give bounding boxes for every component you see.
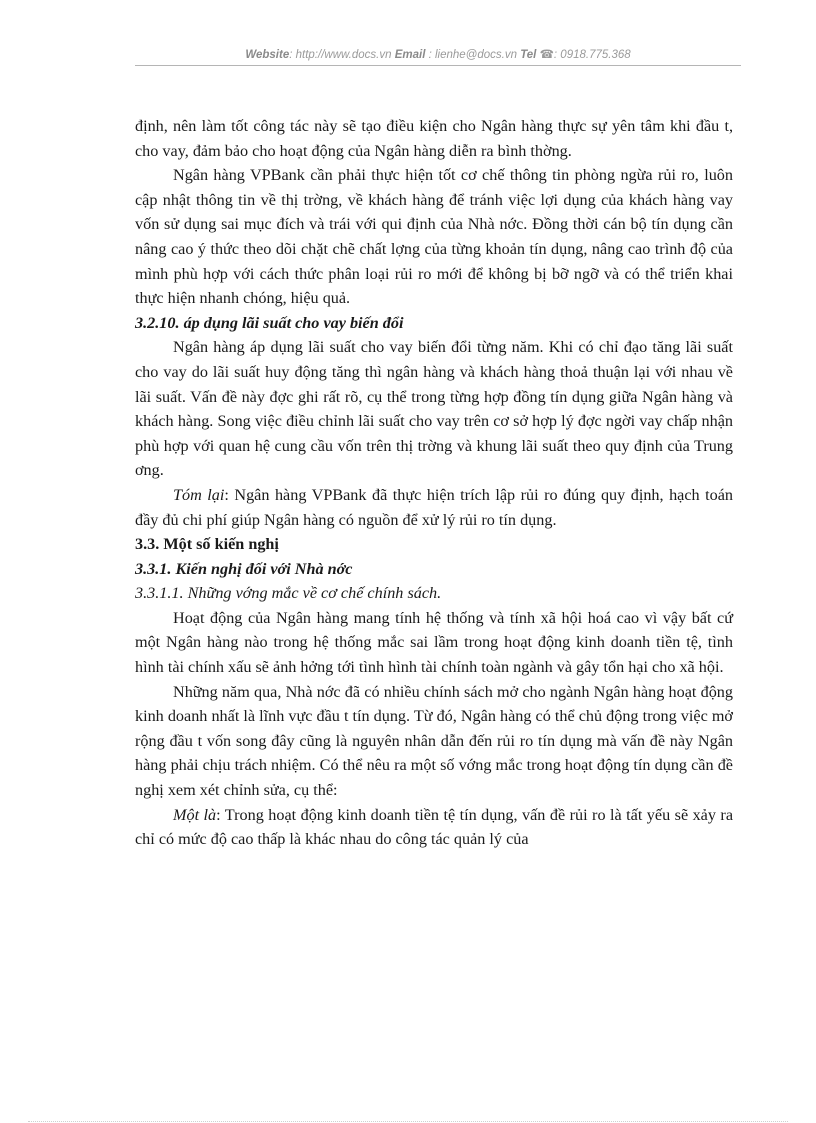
paragraph-4-text: : Ngân hàng VPBank đã thực hiện trích lập rủi ro đúng quy định, hạch toán đầy đủ chi phí giúp Ngân hàng có nguồn để xử lý rủi ro tín dụng. <box>135 485 733 529</box>
website-value: : http://www.docs.vn <box>289 49 392 61</box>
paragraph-3: Ngân hàng áp dụng lãi suất cho vay biến đổi từng năm. Khi có chỉ đạo tăng lãi suất cho vay do lãi suất huy động tăng thì ngân hàng và khách hàng thoả thuận lại với nhau về lãi suất. Vấn đề này đợc ghi rất rõ, cụ thể trong từng hợp đồng tín dụng giữa Ngân hàng và khách hàng. Song việc điều chỉnh lãi suất cho vay trên cơ sở hợp lý đợc ngời vay chấp nhận phù hợp với quan hệ cung cầu vốn trên thị trờng và khung lãi suất theo quy định của Trung ơng. <box>135 338 733 480</box>
paragraph-7 <box>135 803 733 852</box>
footer-divider <box>28 1121 788 1122</box>
paragraph-7-text: : Trong hoạt động kinh doanh tiền tệ tín dụng, vấn đề rủi ro là tất yếu sẽ xảy ra chỉ có mức độ cao thấp là khác nhau do công tác quản lý của <box>135 805 733 849</box>
paragraph-2: Ngân hàng VPBank cần phải thực hiện tốt cơ chế thông tin phòng ngừa rủi ro, luôn cập nhật thông tin về thị trờng, về khách hàng để tránh việc lợi dụng của khách hàng vay vốn sử dụng sai mục đích và trái với qui định của Nhà nớc. Đồng thời cán bộ tín dụng cần nâng cao ý thức theo dõi chặt chẽ chất lợng của từng khoản tín dụng, nâng cao trình độ của mình phù hợp với cách thức phân loại rủi ro mới để không bị bỡ ngỡ và có thể triển khai thực hiện nhanh chóng, hiệu quả. <box>135 166 733 308</box>
heading-3-2-10: 3.2.10. áp dụng lãi suất cho vay biến đổi <box>135 313 404 332</box>
tel-value: ☎: 0918.775.368 <box>536 49 631 61</box>
email-label: Email <box>394 49 426 61</box>
paragraph-1: định, nên làm tốt công tác này sẽ tạo điều kiện cho Ngân hàng thực sự yên tâm khi đầu t, cho vay, đảm bảo cho hoạt động của Ngân hàng diễn ra bình thờng. <box>135 117 733 160</box>
heading-3-3-1: 3.3.1. Kiến nghị đối với Nhà nớc <box>135 559 353 578</box>
header-divider <box>135 65 741 66</box>
page-header <box>135 47 741 65</box>
paragraph-5: Hoạt động của Ngân hàng mang tính hệ thống và tính xã hội hoá cao vì vậy bất cứ một Ngân hàng nào trong hệ thống mắc sai lầm trong hoạt động kinh doanh tiền tệ, tình hình tài chính xấu sẽ ảnh hởng tới tình hình tài chính toàn ngành và gây tổn hại cho xã hội. <box>135 608 733 677</box>
heading-3-3: 3.3. Một số kiến nghị <box>135 535 279 554</box>
email-value: : lienhe@docs.vn <box>425 49 517 61</box>
heading-3-3-1-1: 3.3.1.1. Những vớng mắc về cơ chế chính sách. <box>135 584 442 603</box>
paragraph-6: Những năm qua, Nhà nớc đã có nhiều chính sách mở cho ngành Ngân hàng hoạt động kinh doanh nhất là lĩnh vực đầu t tín dụng. Từ đó, Ngân hàng có thể chủ động trong việc mở rộng đầu t vốn song đây cũng là nguyên nhân dẫn đến rủi ro tín dụng mà vấn đề này Ngân hàng phải chịu trách nhiệm. Có thể nêu ra một số vớng mắc trong hoạt động tín dụng cần đề nghị xem xét chỉnh sửa, cụ thể: <box>135 682 733 800</box>
document-body <box>135 114 733 852</box>
website-label: Website <box>245 49 290 61</box>
paragraph-4 <box>135 483 733 532</box>
paragraph-7-lead: Một là <box>173 805 217 824</box>
paragraph-4-lead: Tóm lại <box>173 485 225 504</box>
tel-label: Tel <box>520 49 537 61</box>
